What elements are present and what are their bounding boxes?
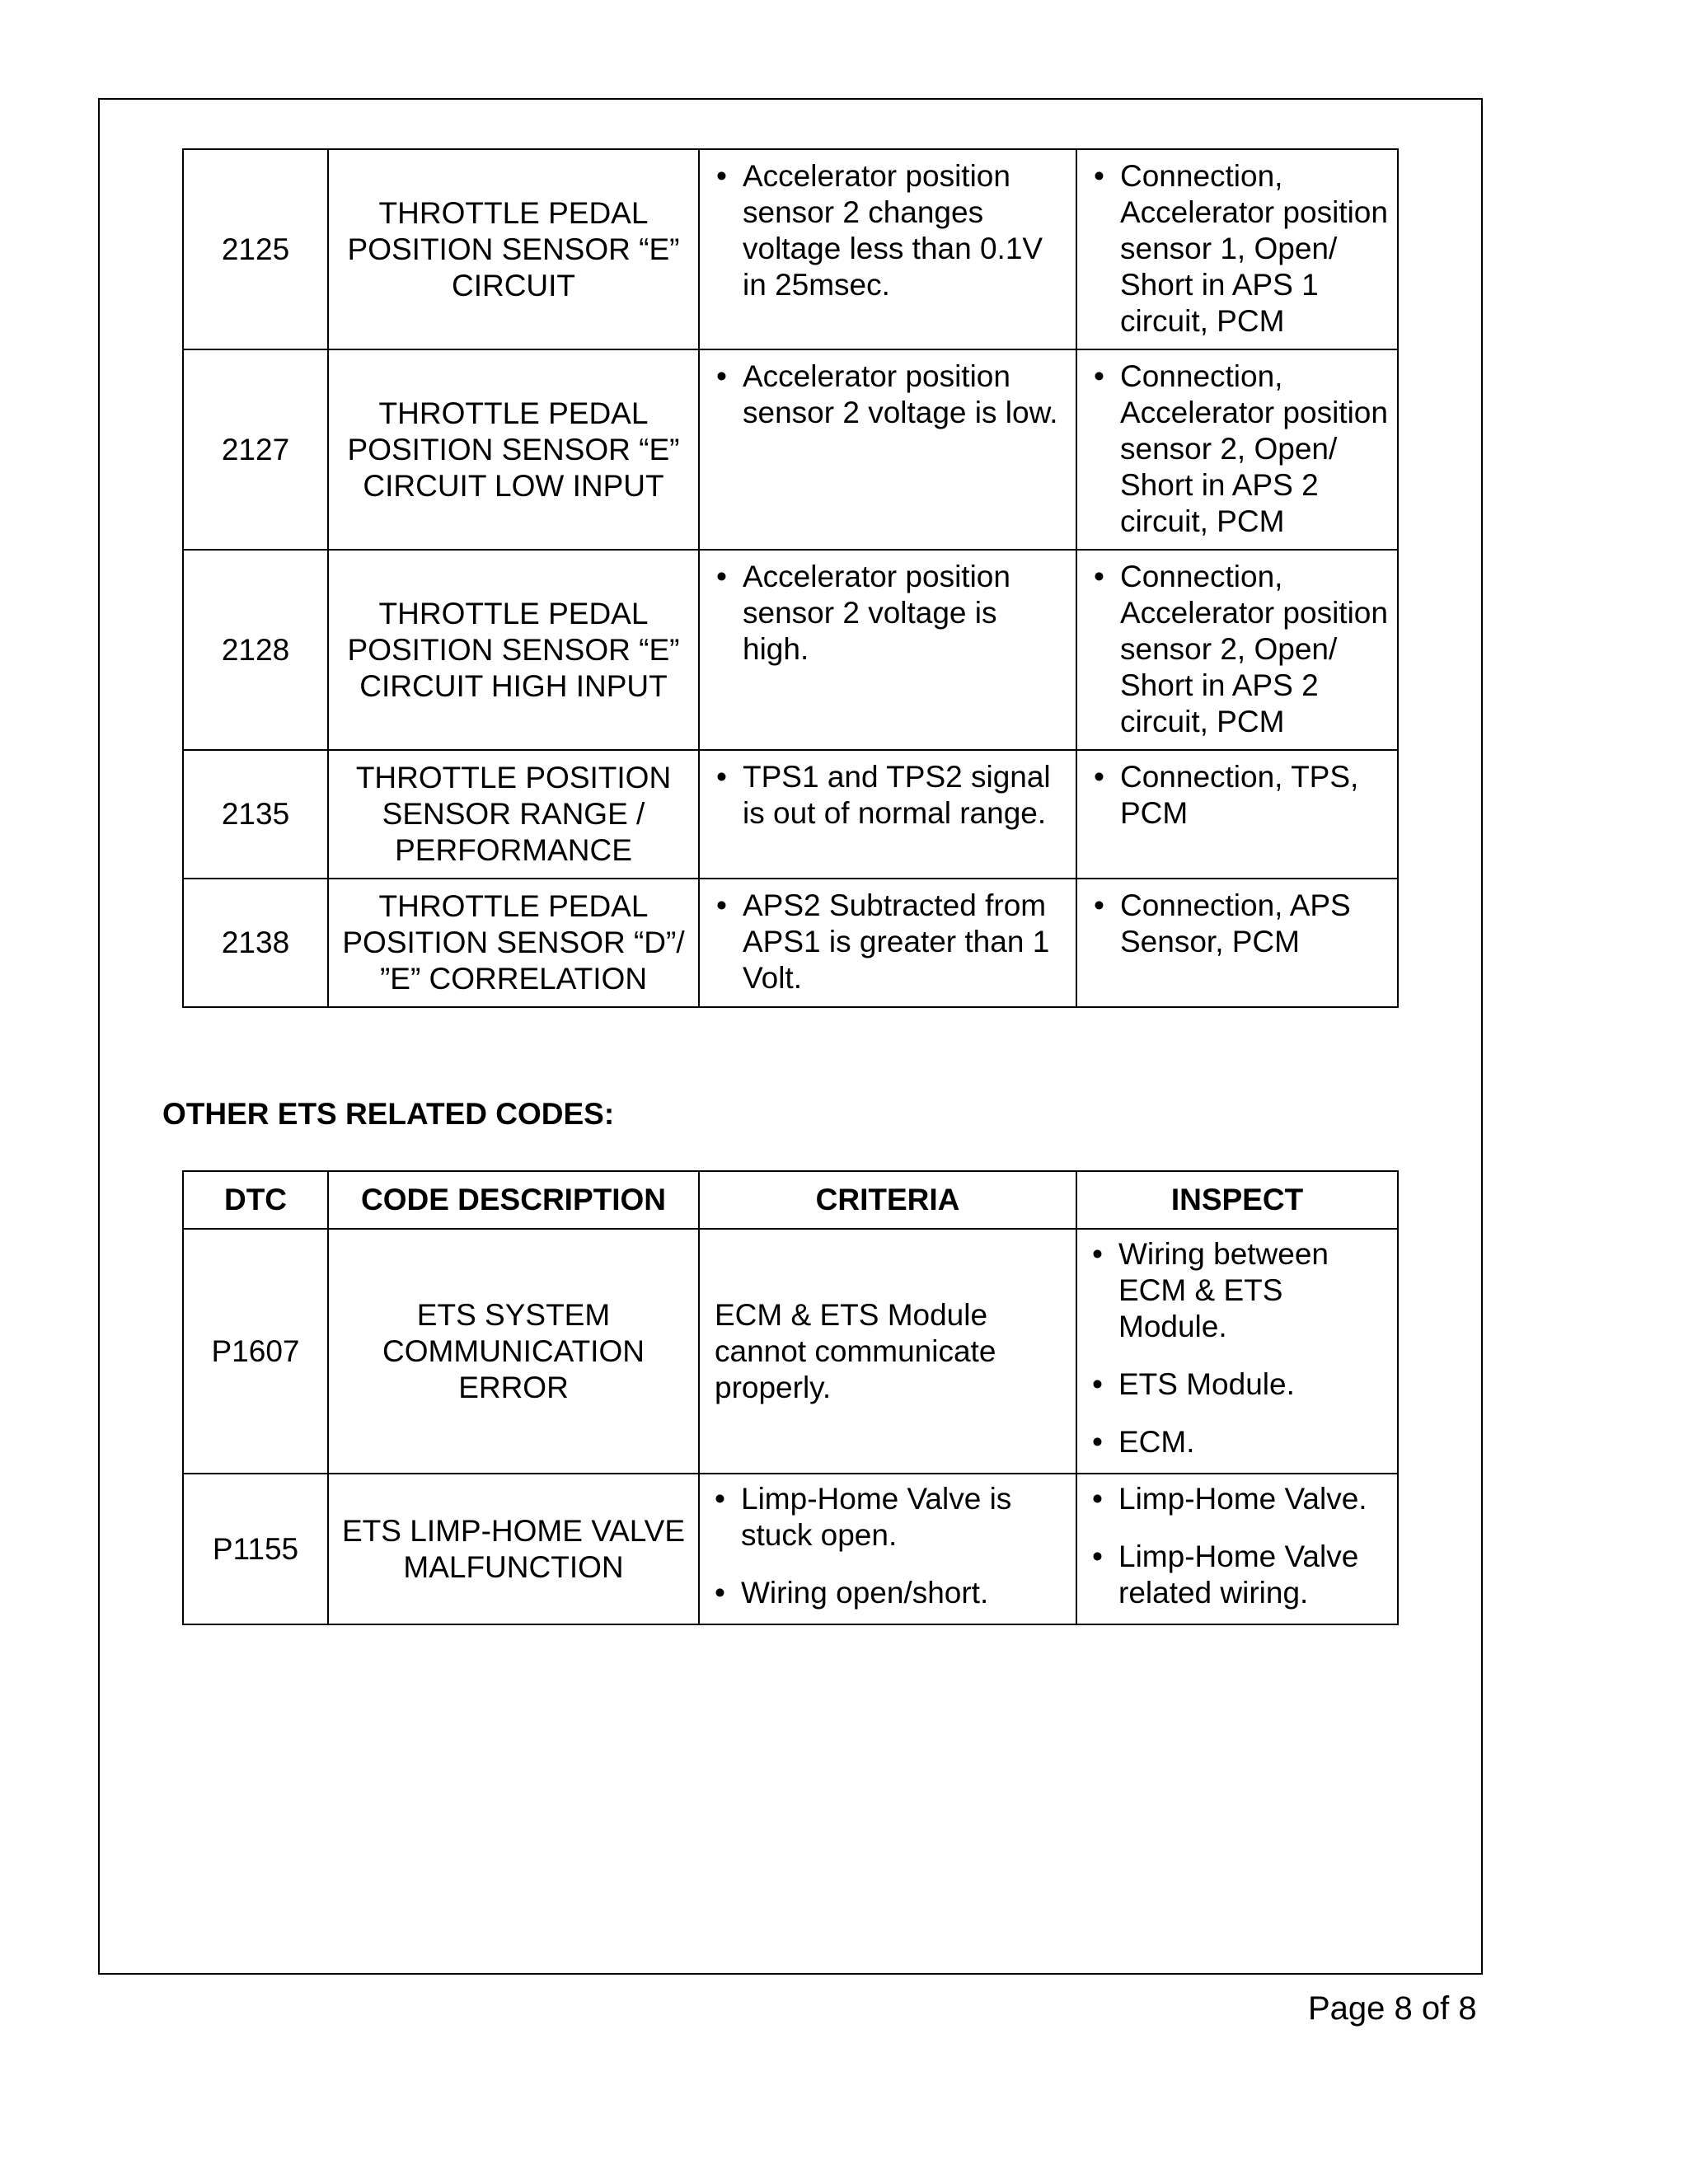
criteria-cell bbox=[699, 879, 1076, 1007]
inspect-item: • ETS Module. bbox=[1092, 1366, 1389, 1403]
criteria-cell bbox=[699, 750, 1076, 879]
criteria-cell: ECM & ETS Module cannot communicate properly. bbox=[699, 1229, 1076, 1474]
inspect-item: • Connection, Accelerator position sensor 2, Open/ Short in APS 2 circuit, PCM bbox=[1094, 359, 1389, 540]
column-header-dtc: DTC bbox=[183, 1171, 328, 1229]
criteria-item: • Accelerator position sensor 2 voltage is high. bbox=[716, 559, 1067, 668]
table-row bbox=[183, 750, 1398, 879]
dtc-code: P1155 bbox=[183, 1474, 328, 1624]
table-row bbox=[183, 149, 1398, 349]
inspect-item: • Connection, APS Sensor, PCM bbox=[1094, 888, 1389, 960]
inspect-cell bbox=[1076, 879, 1398, 1007]
dtc-code: 2138 bbox=[183, 879, 328, 1007]
inspect-item: • Connection, TPS, PCM bbox=[1094, 759, 1389, 832]
column-header-inspect: INSPECT bbox=[1076, 1171, 1398, 1229]
criteria-item: • Limp-Home Valve is stuck open. bbox=[715, 1481, 1067, 1554]
inspect-item: • Limp-Home Valve. bbox=[1092, 1481, 1389, 1517]
inspect-cell bbox=[1076, 1229, 1398, 1474]
criteria-cell bbox=[699, 550, 1076, 750]
criteria-item: • Wiring open/short. bbox=[715, 1575, 1067, 1611]
other-ets-codes-table bbox=[182, 1170, 1399, 1625]
dtc-code: 2128 bbox=[183, 550, 328, 750]
table-row bbox=[183, 349, 1398, 550]
code-description: ETS SYSTEM COMMUNICATION ERROR bbox=[328, 1229, 699, 1474]
column-header-criteria: CRITERIA bbox=[699, 1171, 1076, 1229]
dtc-code: 2135 bbox=[183, 750, 328, 879]
code-description: THROTTLE PEDAL POSITION SENSOR “E” CIRCUIT bbox=[328, 149, 699, 349]
header-row bbox=[183, 1171, 1398, 1229]
column-header-description: CODE DESCRIPTION bbox=[328, 1171, 699, 1229]
inspect-cell bbox=[1076, 349, 1398, 550]
code-description: THROTTLE PEDAL POSITION SENSOR “E” CIRCUIT HIGH INPUT bbox=[328, 550, 699, 750]
table-row bbox=[183, 550, 1398, 750]
criteria-cell bbox=[699, 1474, 1076, 1624]
inspect-item: • Limp-Home Valve related wiring. bbox=[1092, 1539, 1389, 1611]
table-row bbox=[183, 1229, 1398, 1474]
inspect-item: • ECM. bbox=[1092, 1424, 1389, 1460]
inspect-item: • Wiring between ECM & ETS Module. bbox=[1092, 1236, 1389, 1345]
code-description: THROTTLE PEDAL POSITION SENSOR “E” CIRCUIT LOW INPUT bbox=[328, 349, 699, 550]
dtc-code: 2125 bbox=[183, 149, 328, 349]
inspect-cell bbox=[1076, 1474, 1398, 1624]
criteria-cell bbox=[699, 349, 1076, 550]
section-heading: OTHER ETS RELATED CODES: bbox=[162, 1097, 615, 1131]
table-row bbox=[183, 879, 1398, 1007]
page-number: Page 8 of 8 bbox=[1308, 1990, 1477, 2027]
table-row bbox=[183, 1474, 1398, 1624]
code-description: THROTTLE PEDAL POSITION SENSOR “D”/ ”E” CORRELATION bbox=[328, 879, 699, 1007]
dtc-table-continued bbox=[182, 148, 1399, 1008]
dtc-code: 2127 bbox=[183, 349, 328, 550]
code-description: ETS LIMP-HOME VALVE MALFUNCTION bbox=[328, 1474, 699, 1624]
criteria-item: • TPS1 and TPS2 signal is out of normal range. bbox=[716, 759, 1067, 832]
criteria-item: • Accelerator position sensor 2 voltage is low. bbox=[716, 359, 1067, 431]
inspect-cell bbox=[1076, 149, 1398, 349]
code-description: THROTTLE POSITION SENSOR RANGE / PERFORMANCE bbox=[328, 750, 699, 879]
inspect-item: • Connection, Accelerator position sensor 1, Open/ Short in APS 1 circuit, PCM bbox=[1094, 158, 1389, 340]
dtc-code: P1607 bbox=[183, 1229, 328, 1474]
inspect-cell bbox=[1076, 750, 1398, 879]
criteria-item: • Accelerator position sensor 2 changes voltage less than 0.1V in 25msec. bbox=[716, 158, 1067, 303]
inspect-item: • Connection, Accelerator position sensor 2, Open/ Short in APS 2 circuit, PCM bbox=[1094, 559, 1389, 740]
criteria-cell bbox=[699, 149, 1076, 349]
criteria-item: • APS2 Subtracted from APS1 is greater than 1 Volt. bbox=[716, 888, 1067, 996]
inspect-cell bbox=[1076, 550, 1398, 750]
